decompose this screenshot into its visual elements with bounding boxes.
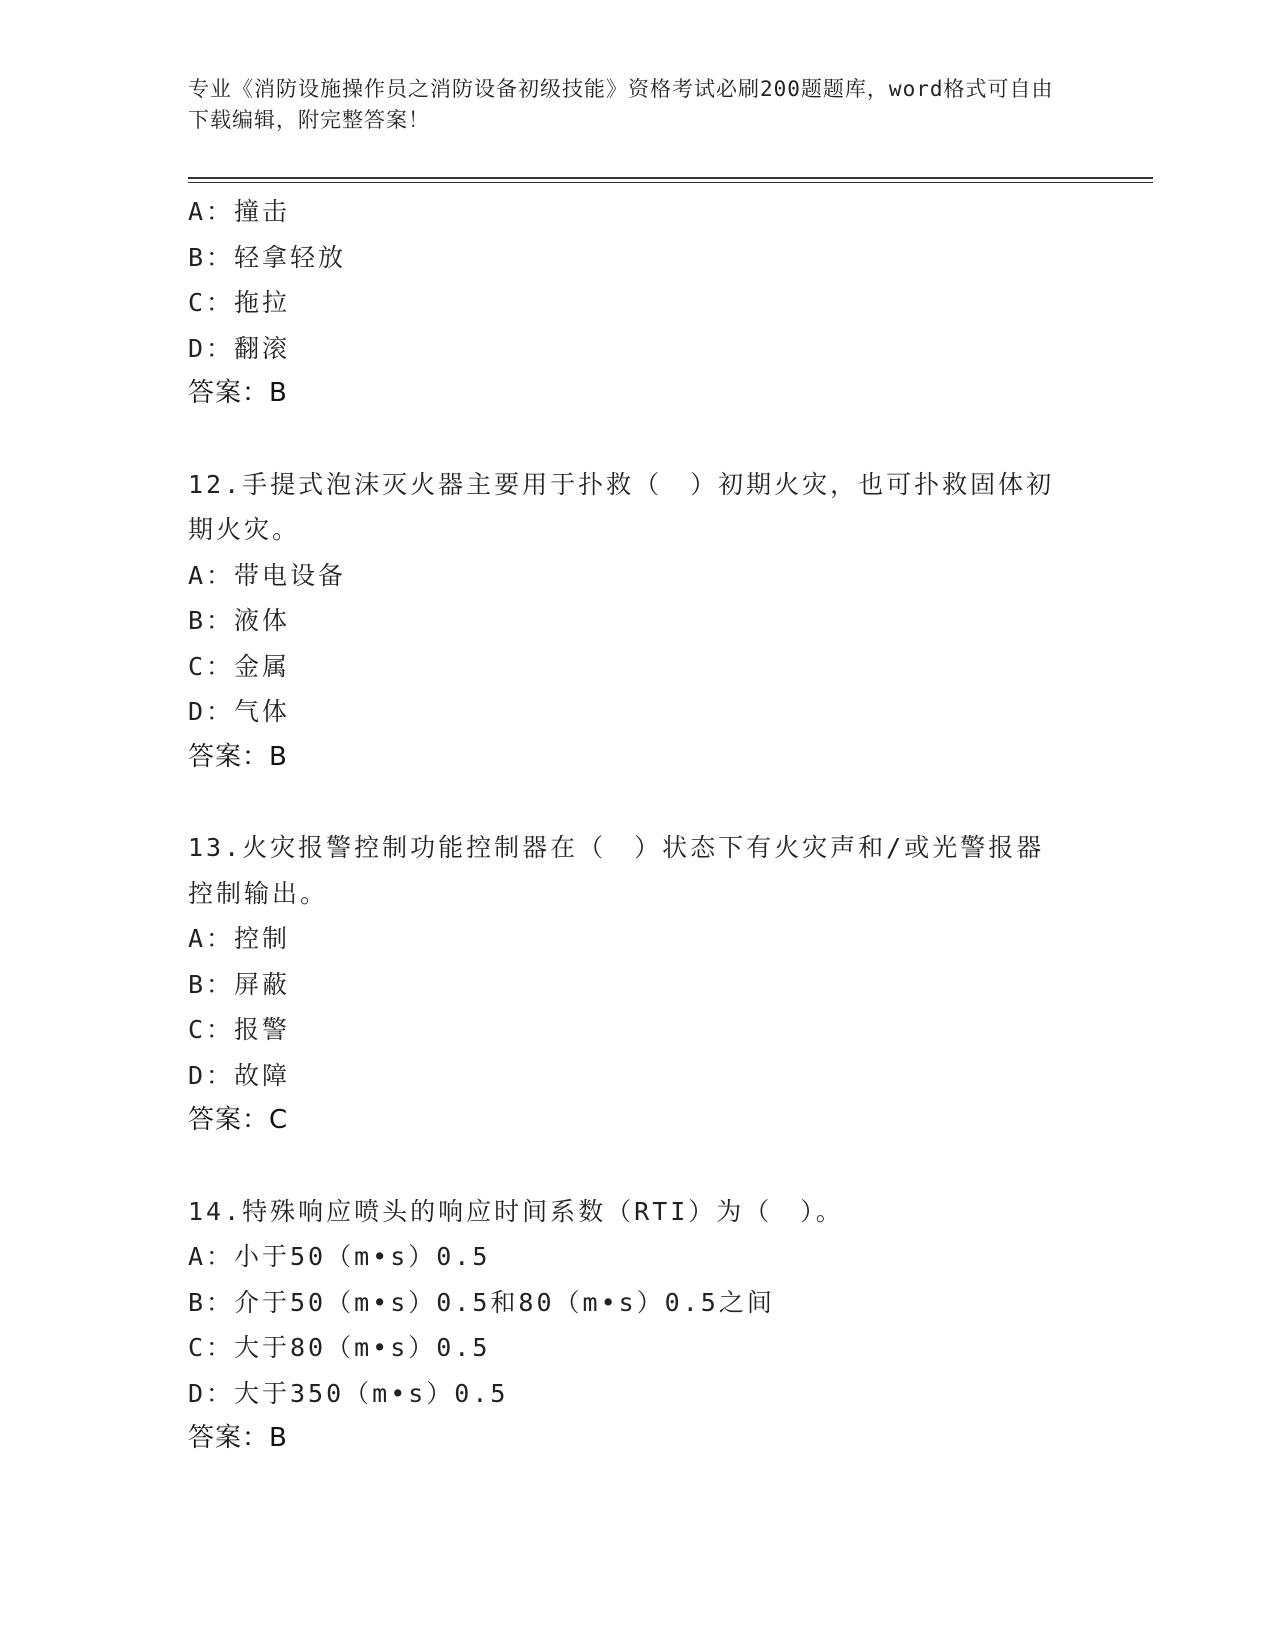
option-c: C：报警	[188, 1015, 291, 1044]
option-c: C：金属	[188, 651, 291, 681]
option-b: B：液体	[188, 606, 291, 635]
question-text: 14.特殊响应喷头的响应时间系数（RTI）为（ ）。	[188, 1196, 844, 1226]
answer: 答案：C	[188, 1105, 289, 1135]
answer: 答案：B	[188, 741, 288, 772]
option-d: D：翻滚	[188, 333, 291, 363]
question-text: 13.火灾报警控制功能控制器在（ ）状态下有火灾声和/或光警报器控制输出。	[188, 833, 1045, 908]
question-block	[188, 189, 1088, 417]
question-block	[188, 1189, 1088, 1462]
question-list	[188, 189, 1088, 1462]
option-a: A：带电设备	[188, 560, 347, 590]
option-a: A：小于50（m•s）0.5	[188, 1242, 491, 1271]
option-a: A：撞击	[188, 197, 291, 226]
option-a: A：控制	[188, 924, 291, 953]
option-d: D：大于350（m•s）0.5	[188, 1378, 509, 1408]
header-rule-thick	[188, 177, 1153, 179]
question-text: 12.手提式泡沫灭火器主要用于扑救（ ）初期火灾，也可扑救固体初期火灾。	[188, 469, 1055, 544]
option-d: D：气体	[188, 697, 291, 726]
header-rule-thin	[188, 182, 1153, 183]
option-c: C：大于80（m•s）0.5	[188, 1333, 491, 1362]
answer: 答案：B	[188, 1423, 288, 1453]
option-b: B：介于50（m•s）0.5和80（m•s）0.5之间	[188, 1287, 775, 1317]
question-block	[188, 462, 1088, 781]
option-d: D：故障	[188, 1060, 291, 1090]
option-b: B：屏蔽	[188, 969, 291, 999]
option-c: C：拖拉	[188, 288, 291, 317]
document-title: 专业《消防设施操作员之消防设备初级技能》资格考试必刷200题题库，word格式可自由下载编辑，附完整答案！	[188, 77, 1054, 132]
question-block	[188, 825, 1088, 1144]
option-b: B：轻拿轻放	[188, 242, 347, 272]
answer: 答案：B	[188, 378, 288, 408]
